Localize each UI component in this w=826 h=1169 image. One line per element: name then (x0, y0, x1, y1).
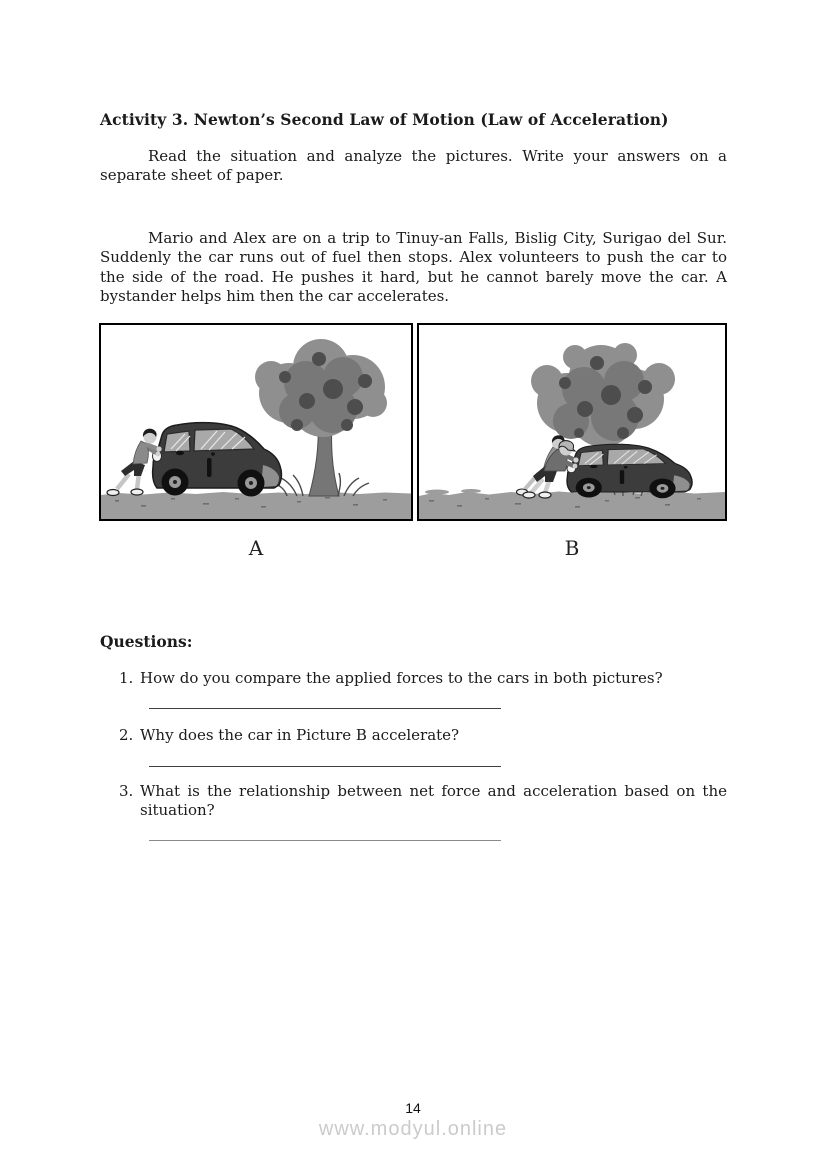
ground (101, 492, 411, 519)
situation-paragraph (100, 229, 727, 307)
figure-b-image (417, 323, 727, 521)
question-3-text: What is the relationship between net force and acceleration based on the (140, 782, 727, 800)
situation-line: the side of the road. He pushes it hard, but he cannot barely move the car. A (100, 267, 727, 286)
pushing-car-together-illustration (419, 325, 725, 519)
question-3-number: 3. (119, 782, 134, 800)
question-1-text: How do you compare the applied forces to the cars in both pictures? (140, 669, 663, 687)
question-2 (119, 726, 727, 745)
figure-a-image (99, 323, 413, 521)
instructions-line: Read the situation and analyze the pictures. Write your answers on a (148, 147, 727, 165)
figures-row (99, 323, 727, 521)
questions-heading: Questions: (100, 631, 193, 651)
situation-line: bystander helps him then the car accelerates. (100, 287, 450, 306)
situation-line: Suddenly the car runs out of fuel then stops. Alex volunteers to push the car to (100, 248, 727, 267)
figure-b-label: B (564, 536, 580, 560)
activity-title: Activity 3. Newton’s Second Law of Motion (Law of Acceleration) (100, 110, 669, 130)
pushing-car-alone-illustration (101, 325, 411, 519)
answer-line-3 (149, 840, 501, 841)
question-2-text: Why does the car in Picture B accelerate? (140, 726, 460, 744)
instructions-line: separate sheet of paper. (100, 166, 284, 185)
question-3-text: situation? (140, 801, 215, 820)
question-1 (119, 669, 727, 688)
page-number: 14 (405, 1100, 421, 1116)
answer-line-2 (149, 766, 501, 767)
question-2-number: 2. (119, 726, 134, 744)
question-3 (119, 782, 727, 821)
figure-a-label: A (248, 536, 264, 560)
ground (419, 489, 725, 519)
question-1-number: 1. (119, 669, 134, 687)
situation-line: Mario and Alex are on a trip to Tinuy-an Falls, Bislig City, Surigao del Sur. (148, 229, 727, 247)
answer-line-1 (149, 708, 501, 709)
watermark: www.modyul.online (318, 1118, 508, 1140)
instructions-paragraph (100, 147, 727, 186)
